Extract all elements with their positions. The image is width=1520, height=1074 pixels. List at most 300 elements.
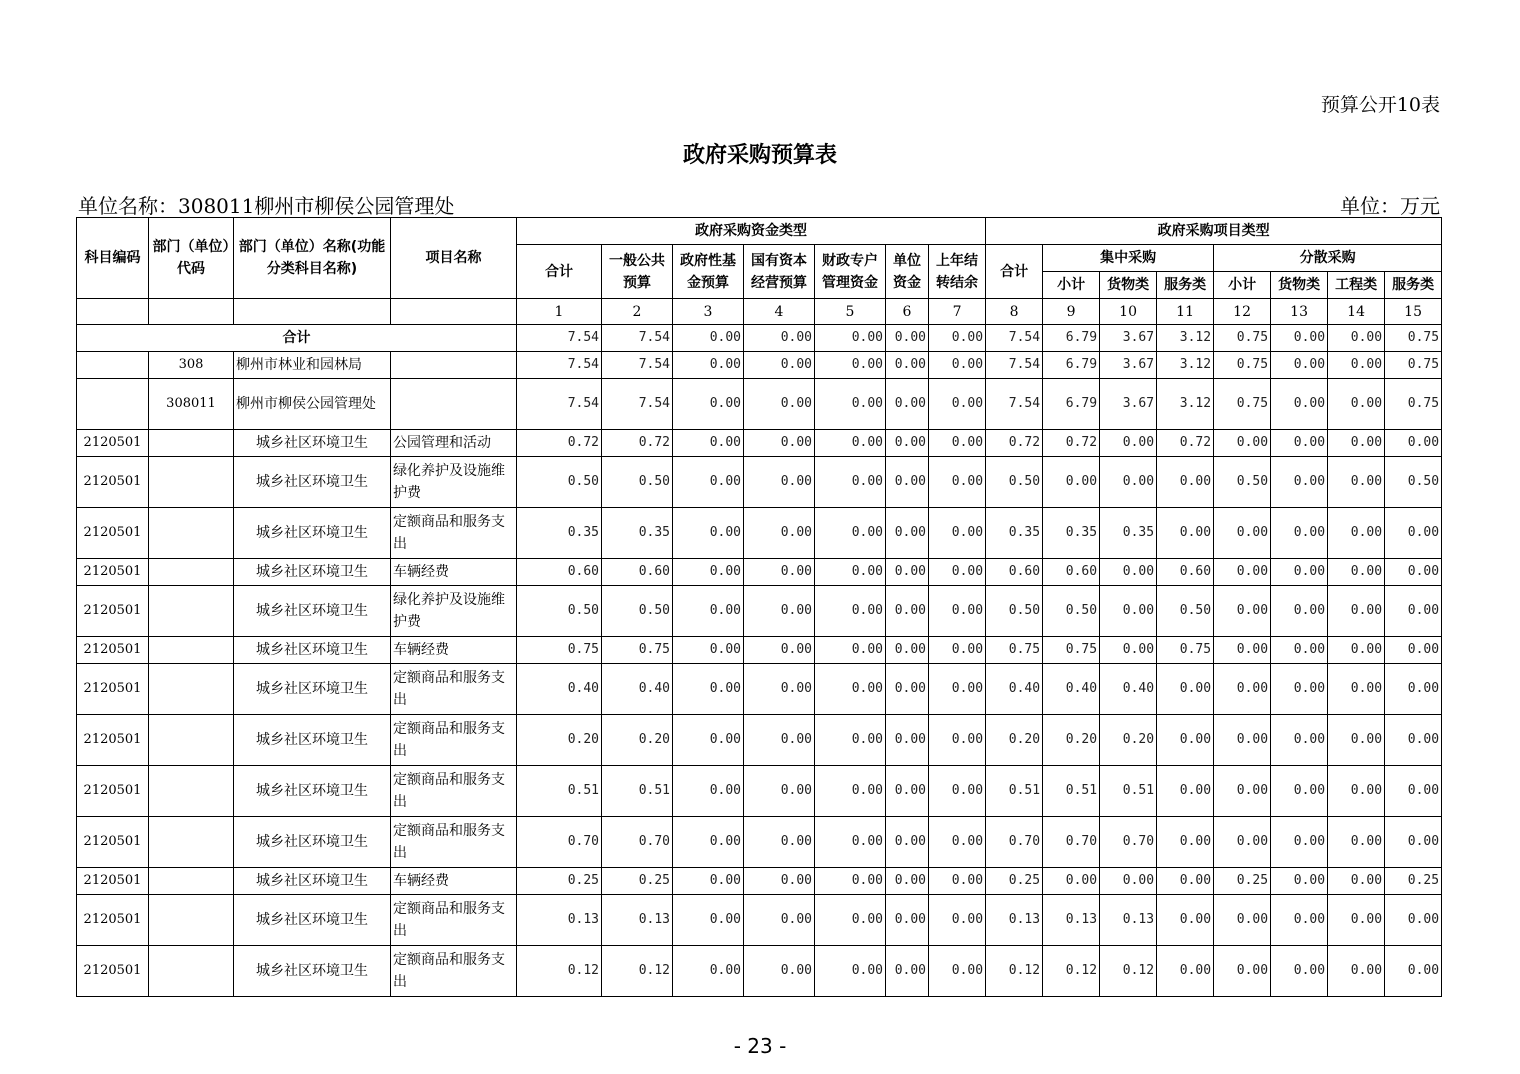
value-cell: 0.00: [744, 895, 815, 946]
value-cell: 0.00: [886, 817, 929, 868]
column-number: 7: [929, 299, 986, 325]
currency-unit-label: 单位：万元: [1340, 194, 1440, 218]
dept-code-cell: [149, 508, 234, 559]
value-cell: 0.00: [1100, 457, 1157, 508]
value-cell: 0.00: [673, 664, 744, 715]
value-cell: 0.00: [815, 868, 886, 895]
value-cell: 0.00: [1328, 379, 1385, 430]
value-cell: 0.00: [929, 559, 986, 586]
value-cell: 0.50: [602, 457, 673, 508]
value-cell: 0.60: [986, 559, 1043, 586]
value-cell: 0.00: [1214, 766, 1271, 817]
table-row: [77, 586, 1442, 637]
value-cell: 0.00: [886, 457, 929, 508]
value-cell: 0.00: [744, 430, 815, 457]
value-cell: 0.00: [744, 637, 815, 664]
value-cell: 0.00: [1214, 508, 1271, 559]
value-cell: 0.00: [815, 664, 886, 715]
column-number: 2: [602, 299, 673, 325]
value-cell: 0.00: [1385, 430, 1442, 457]
dept-code-cell: 308011: [149, 379, 234, 430]
value-cell: 0.50: [986, 457, 1043, 508]
value-cell: 0.00: [1385, 817, 1442, 868]
subject-code-cell: [77, 352, 149, 379]
project-name-cell: 车辆经费: [391, 559, 517, 586]
table-row: [77, 868, 1442, 895]
value-cell: 0.00: [1214, 817, 1271, 868]
value-cell: 0.20: [986, 715, 1043, 766]
value-cell: 0.00: [1214, 559, 1271, 586]
column-number: 11: [1157, 299, 1214, 325]
value-cell: 0.00: [673, 352, 744, 379]
value-cell: 0.00: [673, 868, 744, 895]
project-name-cell: 定额商品和服务支出: [391, 766, 517, 817]
subject-code-cell: 2120501: [77, 715, 149, 766]
value-cell: 0.13: [1100, 895, 1157, 946]
dept-name-cell: 城乡社区环境卫生: [234, 637, 391, 664]
value-cell: 0.00: [744, 946, 815, 997]
dept-code-cell: [149, 946, 234, 997]
value-cell: 0.72: [517, 430, 602, 457]
value-cell: 0.00: [673, 766, 744, 817]
total-row: [77, 325, 1442, 352]
project-name-cell: 车辆经费: [391, 637, 517, 664]
dept-code-cell: [149, 559, 234, 586]
value-cell: 0.13: [986, 895, 1043, 946]
value-cell: 0.00: [929, 379, 986, 430]
value-cell: 0.00: [744, 508, 815, 559]
value-cell: 0.75: [1214, 325, 1271, 352]
value-cell: 0.60: [1157, 559, 1214, 586]
value-cell: 0.70: [1100, 817, 1157, 868]
value-cell: 0.00: [1214, 946, 1271, 997]
header-project-name: 项目名称: [391, 218, 517, 299]
value-cell: 3.67: [1100, 325, 1157, 352]
value-cell: 6.79: [1043, 325, 1100, 352]
value-cell: 7.54: [986, 379, 1043, 430]
value-cell: 0.75: [1385, 325, 1442, 352]
value-cell: 0.50: [517, 586, 602, 637]
value-cell: 0.51: [602, 766, 673, 817]
value-cell: 0.50: [1385, 457, 1442, 508]
value-cell: 0.72: [986, 430, 1043, 457]
project-name-cell: 车辆经费: [391, 868, 517, 895]
value-cell: 0.00: [929, 637, 986, 664]
value-cell: 0.72: [1043, 430, 1100, 457]
header-fund-type-group: 政府采购资金类型: [517, 218, 986, 245]
page-number: - 23 -: [733, 1034, 787, 1058]
dept-code-cell: [149, 430, 234, 457]
column-number-row: [77, 299, 1442, 325]
dept-code-cell: [149, 457, 234, 508]
value-cell: 0.00: [886, 430, 929, 457]
project-name-cell: 定额商品和服务支出: [391, 664, 517, 715]
value-cell: 0.00: [1328, 766, 1385, 817]
value-cell: 0.00: [1214, 430, 1271, 457]
value-cell: 0.00: [1271, 895, 1328, 946]
value-cell: 0.00: [1328, 586, 1385, 637]
value-cell: 0.00: [1157, 508, 1214, 559]
dept-name-cell: 城乡社区环境卫生: [234, 586, 391, 637]
dept-name-cell: 城乡社区环境卫生: [234, 559, 391, 586]
table-row: [77, 430, 1442, 457]
value-cell: 0.00: [886, 946, 929, 997]
value-cell: 0.00: [1100, 586, 1157, 637]
value-cell: 0.00: [1214, 637, 1271, 664]
procurement-budget-table: [76, 217, 1442, 997]
value-cell: 0.00: [929, 664, 986, 715]
header-c-goods: 货物类: [1100, 272, 1157, 299]
value-cell: 0.00: [1271, 868, 1328, 895]
header-c-services: 服务类: [1157, 272, 1214, 299]
value-cell: 0.00: [744, 715, 815, 766]
value-cell: 0.00: [815, 715, 886, 766]
table-row: [77, 637, 1442, 664]
value-cell: 0.00: [1157, 868, 1214, 895]
header-special-fund: 财政专户管理资金: [815, 245, 886, 299]
value-cell: 0.70: [602, 817, 673, 868]
column-number: 13: [1271, 299, 1328, 325]
value-cell: 0.00: [815, 586, 886, 637]
subject-code-cell: 2120501: [77, 430, 149, 457]
value-cell: 0.12: [986, 946, 1043, 997]
value-cell: 0.00: [673, 325, 744, 352]
header-dept-name: 部门（单位）名称(功能分类科目名称): [234, 218, 391, 299]
value-cell: 3.67: [1100, 379, 1157, 430]
value-cell: 0.00: [1271, 325, 1328, 352]
value-cell: 0.00: [929, 817, 986, 868]
project-name-cell: 定额商品和服务支出: [391, 508, 517, 559]
dept-name-cell: 柳州市柳侯公园管理处: [234, 379, 391, 430]
subject-code-cell: [77, 379, 149, 430]
value-cell: 0.00: [673, 895, 744, 946]
value-cell: 0.00: [1385, 946, 1442, 997]
value-cell: 0.00: [1385, 715, 1442, 766]
value-cell: 0.00: [929, 352, 986, 379]
header-unit-fund: 单位资金: [886, 245, 929, 299]
value-cell: 7.54: [602, 352, 673, 379]
project-name-cell: [391, 352, 517, 379]
value-cell: 0.00: [1328, 715, 1385, 766]
value-cell: 0.00: [673, 637, 744, 664]
value-cell: 7.54: [517, 379, 602, 430]
value-cell: 0.00: [744, 868, 815, 895]
value-cell: 0.25: [986, 868, 1043, 895]
table-row: [77, 508, 1442, 559]
value-cell: 0.12: [1100, 946, 1157, 997]
value-cell: 0.25: [517, 868, 602, 895]
dept-code-cell: [149, 715, 234, 766]
value-cell: 6.79: [1043, 352, 1100, 379]
value-cell: 3.12: [1157, 379, 1214, 430]
dept-name-cell: 城乡社区环境卫生: [234, 868, 391, 895]
value-cell: 0.00: [929, 715, 986, 766]
value-cell: 0.00: [886, 664, 929, 715]
header-gov-fund-budget: 政府性基金预算: [673, 245, 744, 299]
value-cell: 0.00: [815, 457, 886, 508]
value-cell: 3.67: [1100, 352, 1157, 379]
total-label: 合计: [77, 325, 517, 352]
value-cell: 0.00: [929, 457, 986, 508]
value-cell: 0.13: [517, 895, 602, 946]
value-cell: 0.40: [517, 664, 602, 715]
subject-code-cell: 2120501: [77, 946, 149, 997]
value-cell: 0.00: [886, 325, 929, 352]
value-cell: 0.00: [1100, 559, 1157, 586]
value-cell: 0.75: [1214, 352, 1271, 379]
value-cell: 0.00: [1328, 868, 1385, 895]
subject-code-cell: 2120501: [77, 895, 149, 946]
table-row: [77, 352, 1442, 379]
dept-code-cell: [149, 817, 234, 868]
value-cell: 0.00: [886, 352, 929, 379]
value-cell: 0.40: [1100, 664, 1157, 715]
value-cell: 0.00: [1157, 946, 1214, 997]
value-cell: 0.12: [1043, 946, 1100, 997]
value-cell: 0.00: [1271, 817, 1328, 868]
table-row: [77, 457, 1442, 508]
value-cell: 0.00: [1214, 715, 1271, 766]
header-d-services: 服务类: [1385, 272, 1442, 299]
table-row: [77, 715, 1442, 766]
value-cell: 0.00: [1157, 715, 1214, 766]
value-cell: 0.75: [1214, 379, 1271, 430]
value-cell: 0.70: [517, 817, 602, 868]
subject-code-cell: 2120501: [77, 586, 149, 637]
value-cell: 0.00: [1157, 817, 1214, 868]
value-cell: 0.75: [986, 637, 1043, 664]
column-number: 14: [1328, 299, 1385, 325]
value-cell: 0.00: [1328, 559, 1385, 586]
value-cell: 0.00: [744, 559, 815, 586]
subject-code-cell: 2120501: [77, 559, 149, 586]
value-cell: 7.54: [517, 352, 602, 379]
value-cell: 0.00: [1100, 637, 1157, 664]
subject-code-cell: 2120501: [77, 868, 149, 895]
value-cell: 0.00: [815, 325, 886, 352]
value-cell: 0.50: [1043, 586, 1100, 637]
value-cell: 0.75: [1385, 352, 1442, 379]
value-cell: 3.12: [1157, 325, 1214, 352]
value-cell: 0.72: [602, 430, 673, 457]
value-cell: 0.00: [1328, 895, 1385, 946]
value-cell: 0.75: [1157, 637, 1214, 664]
value-cell: 0.60: [517, 559, 602, 586]
value-cell: 0.13: [602, 895, 673, 946]
value-cell: 0.00: [929, 325, 986, 352]
value-cell: 0.50: [602, 586, 673, 637]
subject-code-cell: 2120501: [77, 508, 149, 559]
value-cell: 7.54: [986, 325, 1043, 352]
header-d-goods: 货物类: [1271, 272, 1328, 299]
value-cell: 0.00: [673, 715, 744, 766]
value-cell: 0.00: [815, 946, 886, 997]
value-cell: 3.12: [1157, 352, 1214, 379]
header-project-type-group: 政府采购项目类型: [986, 218, 1442, 245]
dept-name-cell: 城乡社区环境卫生: [234, 430, 391, 457]
value-cell: 0.00: [815, 637, 886, 664]
value-cell: 0.00: [1328, 664, 1385, 715]
value-cell: 0.35: [986, 508, 1043, 559]
value-cell: 0.00: [815, 508, 886, 559]
value-cell: 7.54: [602, 325, 673, 352]
value-cell: 0.20: [602, 715, 673, 766]
header-carryover: 上年结转结余: [929, 245, 986, 299]
value-cell: 0.00: [1328, 352, 1385, 379]
value-cell: 0.60: [602, 559, 673, 586]
column-number: 6: [886, 299, 929, 325]
value-cell: 0.00: [886, 895, 929, 946]
value-cell: 0.00: [673, 508, 744, 559]
header-decentralized: 分散采购: [1214, 245, 1442, 272]
value-cell: 0.00: [1157, 457, 1214, 508]
value-cell: 0.00: [1271, 664, 1328, 715]
subject-code-cell: 2120501: [77, 664, 149, 715]
value-cell: 0.00: [886, 637, 929, 664]
dept-name-cell: 城乡社区环境卫生: [234, 508, 391, 559]
value-cell: 0.00: [886, 715, 929, 766]
value-cell: 0.75: [1043, 637, 1100, 664]
value-cell: 0.51: [517, 766, 602, 817]
column-number: 4: [744, 299, 815, 325]
value-cell: 0.35: [517, 508, 602, 559]
value-cell: 7.54: [517, 325, 602, 352]
value-cell: 0.00: [1328, 508, 1385, 559]
value-cell: 0.00: [1214, 664, 1271, 715]
value-cell: 0.00: [673, 457, 744, 508]
value-cell: 0.35: [1043, 508, 1100, 559]
value-cell: 0.60: [1043, 559, 1100, 586]
value-cell: 0.70: [986, 817, 1043, 868]
value-cell: 0.00: [1157, 766, 1214, 817]
value-cell: 0.20: [517, 715, 602, 766]
dept-code-cell: 308: [149, 352, 234, 379]
dept-name-cell: 城乡社区环境卫生: [234, 895, 391, 946]
value-cell: 0.00: [1271, 352, 1328, 379]
value-cell: 0.00: [1214, 586, 1271, 637]
project-name-cell: [391, 379, 517, 430]
dept-name-cell: 柳州市林业和园林局: [234, 352, 391, 379]
value-cell: 0.00: [744, 457, 815, 508]
dept-name-cell: 城乡社区环境卫生: [234, 664, 391, 715]
subject-code-cell: 2120501: [77, 817, 149, 868]
dept-code-cell: [149, 766, 234, 817]
value-cell: 0.00: [1157, 664, 1214, 715]
value-cell: 0.00: [1043, 457, 1100, 508]
value-cell: 0.00: [1385, 637, 1442, 664]
value-cell: 0.25: [1214, 868, 1271, 895]
header-dept-code: 部门（单位）代码: [149, 218, 234, 299]
value-cell: 0.50: [1157, 586, 1214, 637]
value-cell: 0.00: [815, 766, 886, 817]
dept-name-cell: 城乡社区环境卫生: [234, 766, 391, 817]
value-cell: 0.00: [1328, 946, 1385, 997]
value-cell: 0.00: [744, 664, 815, 715]
header-d-engineering: 工程类: [1328, 272, 1385, 299]
value-cell: 0.00: [886, 868, 929, 895]
page-title: 政府采购预算表: [682, 142, 837, 168]
value-cell: 0.00: [1271, 430, 1328, 457]
value-cell: 0.50: [1214, 457, 1271, 508]
value-cell: 0.25: [602, 868, 673, 895]
value-cell: 0.50: [517, 457, 602, 508]
value-cell: 0.00: [1328, 457, 1385, 508]
value-cell: 0.00: [815, 430, 886, 457]
value-cell: 0.00: [673, 817, 744, 868]
value-cell: 0.00: [886, 379, 929, 430]
column-number: 10: [1100, 299, 1157, 325]
value-cell: 0.00: [1385, 766, 1442, 817]
value-cell: 0.00: [1271, 637, 1328, 664]
value-cell: 0.00: [1157, 895, 1214, 946]
value-cell: 0.00: [673, 586, 744, 637]
value-cell: 0.00: [1271, 508, 1328, 559]
value-cell: 0.00: [1271, 457, 1328, 508]
value-cell: 0.00: [1214, 895, 1271, 946]
column-number: 9: [1043, 299, 1100, 325]
value-cell: 0.75: [1385, 379, 1442, 430]
value-cell: 0.00: [1271, 946, 1328, 997]
table-number-label: 预算公开10表: [1320, 94, 1440, 116]
value-cell: 0.00: [1100, 430, 1157, 457]
value-cell: 0.00: [1328, 817, 1385, 868]
value-cell: 0.40: [986, 664, 1043, 715]
value-cell: 0.00: [673, 379, 744, 430]
value-cell: 0.20: [1100, 715, 1157, 766]
table-row: [77, 766, 1442, 817]
header-subject-code: 科目编码: [77, 218, 149, 299]
value-cell: 0.00: [886, 559, 929, 586]
project-name-cell: 定额商品和服务支出: [391, 715, 517, 766]
header-project-total: 合计: [986, 245, 1043, 299]
value-cell: 0.00: [1271, 715, 1328, 766]
header-c-subtotal: 小计: [1043, 272, 1100, 299]
header-d-subtotal: 小计: [1214, 272, 1271, 299]
value-cell: 0.00: [673, 559, 744, 586]
value-cell: 0.70: [1043, 817, 1100, 868]
value-cell: 0.00: [744, 379, 815, 430]
project-name-cell: 公园管理和活动: [391, 430, 517, 457]
value-cell: 0.00: [815, 559, 886, 586]
project-name-cell: 定额商品和服务支出: [391, 817, 517, 868]
dept-code-cell: [149, 586, 234, 637]
project-name-cell: 绿化养护及设施维护费: [391, 457, 517, 508]
value-cell: 0.00: [1328, 430, 1385, 457]
value-cell: 0.00: [929, 586, 986, 637]
value-cell: 0.00: [815, 379, 886, 430]
subject-code-cell: 2120501: [77, 457, 149, 508]
value-cell: 0.35: [602, 508, 673, 559]
value-cell: 0.00: [929, 508, 986, 559]
value-cell: 0.12: [602, 946, 673, 997]
value-cell: 0.20: [1043, 715, 1100, 766]
value-cell: 0.00: [1385, 586, 1442, 637]
dept-code-cell: [149, 664, 234, 715]
dept-name-cell: 城乡社区环境卫生: [234, 817, 391, 868]
value-cell: 0.00: [886, 766, 929, 817]
value-cell: 0.13: [1043, 895, 1100, 946]
value-cell: 0.00: [1043, 868, 1100, 895]
value-cell: 6.79: [1043, 379, 1100, 430]
value-cell: 0.50: [986, 586, 1043, 637]
value-cell: 0.00: [929, 430, 986, 457]
unit-name-label: 单位名称：308011柳州市柳侯公园管理处: [78, 194, 455, 218]
value-cell: 0.00: [744, 325, 815, 352]
value-cell: 0.40: [602, 664, 673, 715]
value-cell: 0.00: [1328, 637, 1385, 664]
project-name-cell: 定额商品和服务支出: [391, 895, 517, 946]
value-cell: 0.51: [986, 766, 1043, 817]
